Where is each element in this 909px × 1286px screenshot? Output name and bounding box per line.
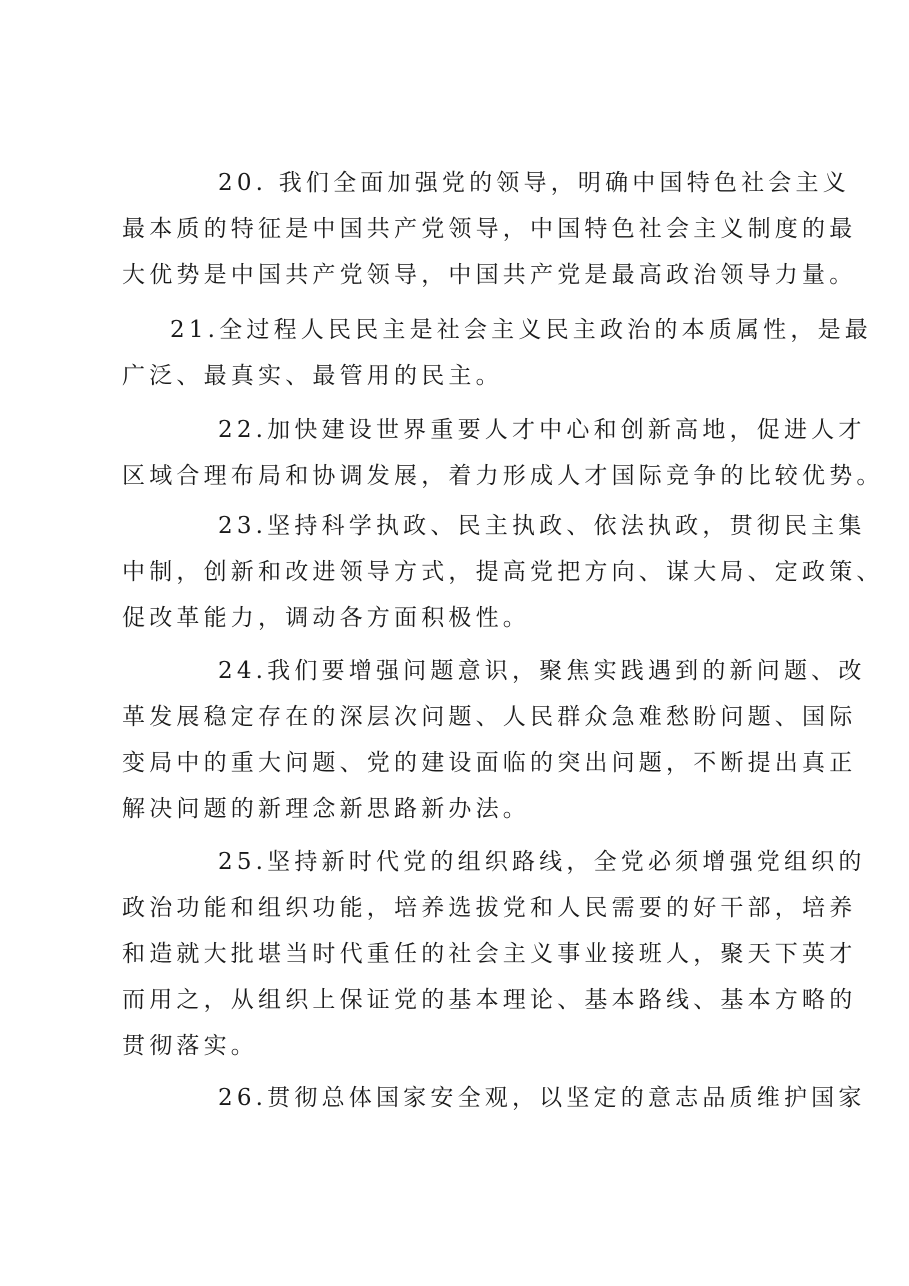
paragraph-line: 20. 我们全面加强党的领导，明确中国特色社会主义 bbox=[218, 170, 850, 196]
paragraph-line: 解决问题的新理念新思路新办法。 bbox=[122, 796, 530, 822]
paragraph-line: 21.全过程人民民主是社会主义民主政治的本质属性，是最 bbox=[170, 317, 872, 343]
paragraph-line: 23.坚持科学执政、民主执政、依法执政，贯彻民主集 bbox=[218, 513, 866, 539]
paragraph-line: 22.加快建设世界重要人才中心和创新高地，促进人才 bbox=[218, 417, 866, 443]
paragraph-line: 革发展稳定存在的深层次问题、人民群众急难愁盼问题、国际 bbox=[122, 704, 857, 730]
paragraph-line: 大优势是中国共产党领导，中国共产党是最高政治领导力量。 bbox=[122, 262, 857, 288]
paragraph-line: 中制，创新和改进领导方式，提高党把方向、谋大局、定政策、 bbox=[122, 559, 884, 585]
paragraph-line: 广泛、最真实、最管用的民主。 bbox=[122, 363, 503, 389]
paragraph-line: 区域合理布局和协调发展，着力形成人才国际竞争的比较优势。 bbox=[122, 463, 884, 489]
paragraph-line: 促改革能力，调动各方面积极性。 bbox=[122, 605, 530, 631]
paragraph-line: 而用之，从组织上保证党的基本理论、基本路线、基本方略的 bbox=[122, 987, 857, 1013]
paragraph-line: 最本质的特征是中国共产党领导，中国特色社会主义制度的最 bbox=[122, 216, 857, 242]
paragraph-line: 24.我们要增强问题意识，聚焦实践遇到的新问题、改 bbox=[218, 658, 866, 684]
paragraph-line: 和造就大批堪当时代重任的社会主义事业接班人，聚天下英才 bbox=[122, 941, 857, 967]
paragraph-line: 25.坚持新时代党的组织路线，全党必须增强党组织的 bbox=[218, 849, 866, 875]
paragraph-line: 变局中的重大问题、党的建设面临的突出问题，不断提出真正 bbox=[122, 750, 857, 776]
paragraph-line: 26.贯彻总体国家安全观，以坚定的意志品质维护国家 bbox=[218, 1085, 866, 1111]
paragraph-line: 贯彻落实。 bbox=[122, 1033, 258, 1059]
paragraph-line: 政治功能和组织功能，培养选拔党和人民需要的好干部，培养 bbox=[122, 895, 857, 921]
